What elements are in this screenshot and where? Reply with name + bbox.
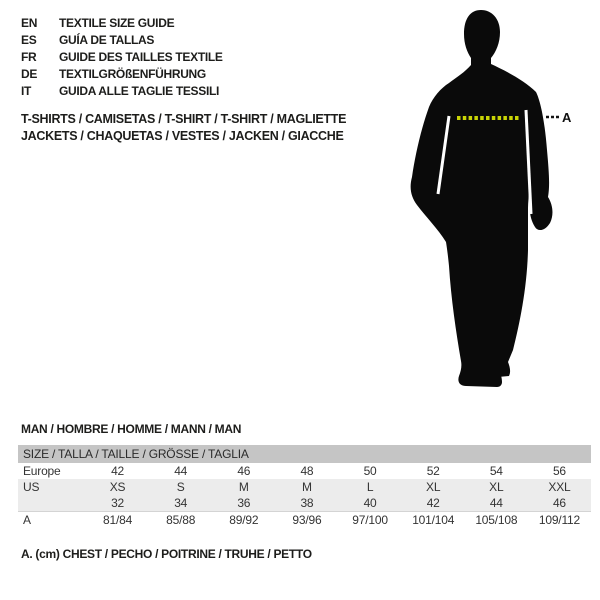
language-code: EN: [21, 16, 38, 30]
section-label-man: MAN / HOMBRE / HOMME / MANN / MAN: [21, 422, 242, 436]
row-label: Europe: [23, 464, 61, 478]
language-title: TEXTILGRÖßENFÜHRUNG: [59, 67, 206, 81]
row-label: US: [18, 479, 86, 495]
size-cell: 32: [86, 495, 149, 512]
language-title: GUIDE DES TAILLES TEXTILE: [59, 50, 223, 64]
size-cell: 81/84: [103, 513, 133, 527]
language-row: [21, 49, 223, 66]
size-table: [18, 445, 591, 528]
size-cell: 97/100: [352, 513, 388, 527]
row-label: [18, 495, 86, 512]
size-cell: XXL: [528, 479, 591, 495]
size-cell: 42: [111, 464, 125, 478]
man-silhouette-figure: [393, 4, 593, 400]
measurement-note: A. (cm) CHEST / PECHO / POITRINE / TRUHE / PETTO: [21, 547, 312, 561]
size-cell: 54: [489, 464, 503, 478]
size-cell: XL: [402, 479, 465, 495]
size-cell: S: [149, 479, 212, 495]
category-line-jackets: JACKETS / CHAQUETAS / VESTES / JACKEN / GIACCHE: [21, 129, 344, 143]
size-cell: 34: [149, 495, 212, 512]
size-cell: 109/112: [538, 513, 580, 527]
language-code: FR: [21, 50, 37, 64]
size-cell: 44: [465, 495, 528, 512]
size-cell: L: [339, 479, 402, 495]
language-code: IT: [21, 84, 32, 98]
language-list: [21, 15, 223, 100]
size-table-header: SIZE / TALLA / TAILLE / GRÖSSE / TAGLIA: [18, 445, 591, 463]
language-row: [21, 15, 223, 32]
size-cell: 50: [363, 464, 377, 478]
size-cell: 105/108: [475, 513, 518, 527]
table-row-numeric: [18, 495, 591, 512]
size-cell: 44: [174, 464, 188, 478]
size-cell: XS: [86, 479, 149, 495]
size-cell: 38: [275, 495, 338, 512]
table-row-europe: [18, 463, 591, 479]
size-cell: M: [275, 479, 338, 495]
size-cell: 40: [339, 495, 402, 512]
language-row: [21, 32, 223, 49]
size-cell: 89/92: [229, 513, 259, 527]
size-cell: 101/104: [412, 513, 455, 527]
size-cell: 85/88: [166, 513, 196, 527]
size-cell: 42: [402, 495, 465, 512]
row-label: A: [23, 513, 31, 527]
language-code: ES: [21, 33, 37, 47]
language-title: TEXTILE SIZE GUIDE: [59, 16, 175, 30]
size-cell: 46: [528, 495, 591, 512]
size-cell: 46: [237, 464, 251, 478]
size-cell: 36: [212, 495, 275, 512]
size-cell: 52: [426, 464, 440, 478]
language-row: [21, 83, 223, 100]
language-code: DE: [21, 67, 38, 81]
size-cell: 93/96: [292, 513, 322, 527]
table-row-us: [18, 479, 591, 495]
size-table-header-row: [18, 445, 591, 463]
size-cell: XL: [465, 479, 528, 495]
measure-label-a: A: [562, 110, 572, 125]
language-title: GUIDA ALLE TAGLIE TESSILI: [59, 84, 220, 98]
language-title: GUÍA DE TALLAS: [59, 33, 155, 47]
size-cell: M: [212, 479, 275, 495]
language-row: [21, 66, 223, 83]
table-row-chest-cm: [18, 512, 591, 529]
size-cell: 48: [300, 464, 314, 478]
garment-categories: [21, 111, 346, 145]
size-cell: 56: [552, 464, 566, 478]
category-line-tshirts: T-SHIRTS / CAMISETAS / T-SHIRT / T-SHIRT / MAGLIETTE: [21, 112, 347, 126]
